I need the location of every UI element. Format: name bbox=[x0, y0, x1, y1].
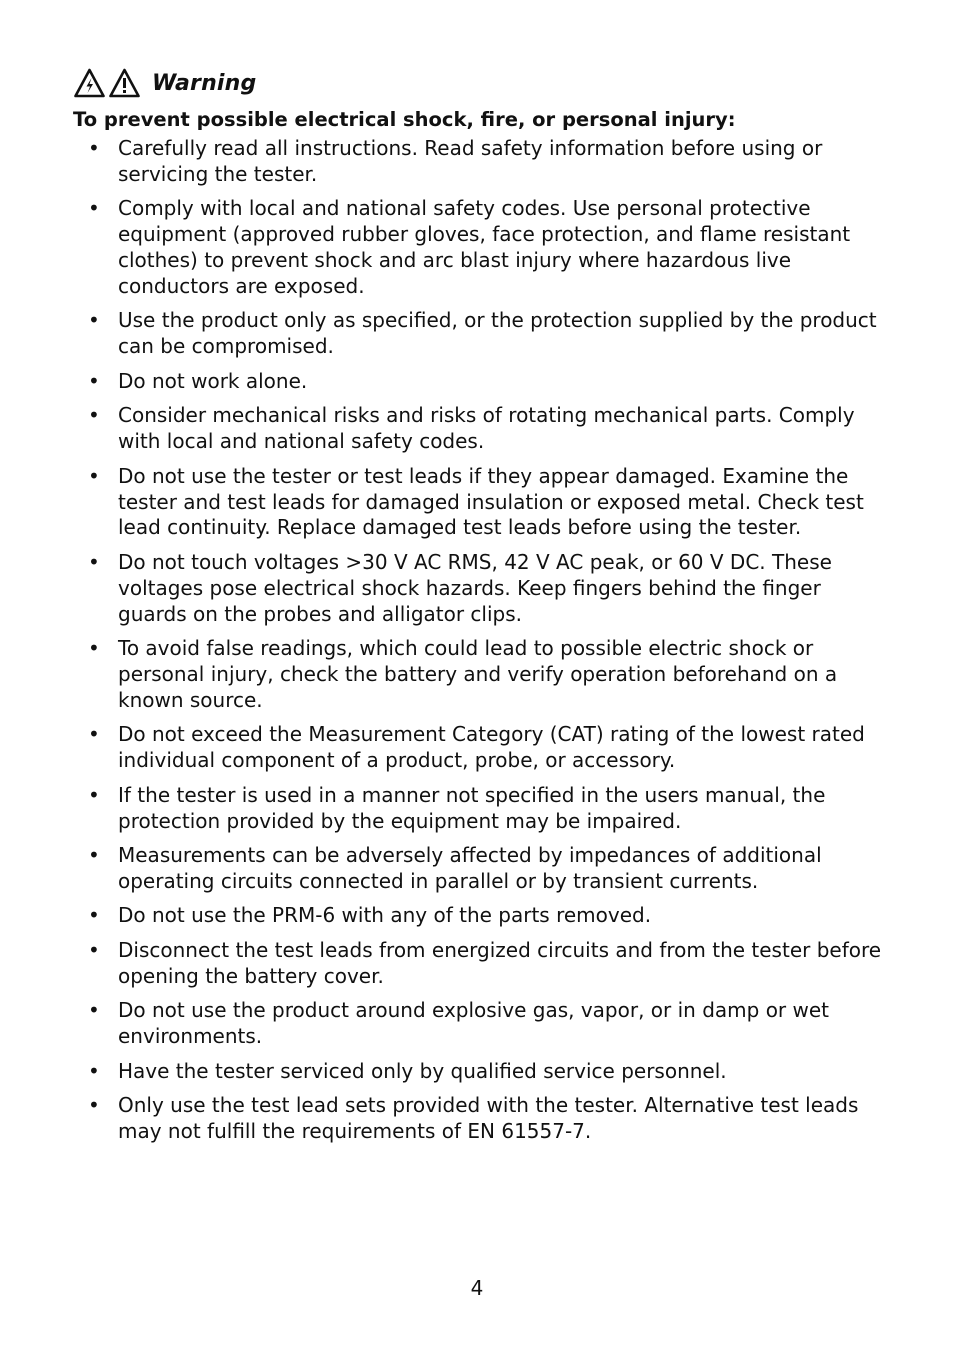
safety-bullet-list bbox=[88, 136, 888, 1154]
list-item bbox=[88, 722, 888, 774]
list-item-text: Do not touch voltages >30 V AC RMS, 42 V AC peak, or 60 V DC. These voltages pose electrical shock hazards. Keep fingers behind the finger guards on the probes and alligator clips. bbox=[118, 549, 832, 626]
bullet-icon: • bbox=[88, 903, 100, 928]
warning-header bbox=[74, 66, 256, 100]
page-number: 4 bbox=[470, 1276, 484, 1300]
list-item bbox=[88, 550, 888, 627]
list-item-text: Do not use the PRM-6 with any of the parts removed. bbox=[118, 903, 652, 928]
bullet-icon: • bbox=[88, 636, 100, 661]
list-item-text: Do not exceed the Measurement Category (CAT) rating of the lowest rated individual component of a product, probe, or accessory. bbox=[118, 722, 865, 773]
list-item bbox=[88, 136, 888, 188]
list-item-text: Comply with local and national safety codes. Use personal protective equipment (approved rubber gloves, face protection, and flame resistant clothes) to prevent shock and arc blast injury where hazardous live conductors are exposed. bbox=[118, 196, 851, 298]
bullet-icon: • bbox=[88, 196, 100, 221]
bullet-icon: • bbox=[88, 938, 100, 963]
list-item-text: Have the tester serviced only by qualified service personnel. bbox=[118, 1058, 727, 1083]
bullet-icon: • bbox=[88, 843, 100, 868]
list-item-text: Do not use the product around explosive gas, vapor, or in damp or wet environments. bbox=[118, 998, 830, 1049]
list-item bbox=[88, 308, 888, 360]
bullet-icon: • bbox=[88, 403, 100, 428]
bullet-icon: • bbox=[88, 1093, 100, 1118]
list-item-text: Do not use the tester or test leads if they appear damaged. Examine the tester and test leads for damaged insulation or exposed metal. Check test lead continuity. Replace damaged test leads before using the tester. bbox=[118, 463, 864, 540]
list-item bbox=[88, 938, 888, 990]
list-item-text: If the tester is used in a manner not specified in the users manual, the protection provided by the equipment may be impaired. bbox=[118, 782, 826, 833]
list-item bbox=[88, 1059, 888, 1085]
list-item-text: Carefully read all instructions. Read safety information before using or servicing the tester. bbox=[118, 136, 823, 186]
bullet-icon: • bbox=[88, 998, 100, 1023]
bullet-icon: • bbox=[88, 136, 100, 160]
list-item bbox=[88, 843, 888, 895]
list-item-text: Only use the test lead sets provided with the tester. Alternative test leads may not fulfill the requirements of EN 61557-7. bbox=[118, 1093, 859, 1144]
bullet-icon: • bbox=[88, 782, 100, 807]
bullet-icon: • bbox=[88, 722, 100, 747]
bullet-icon: • bbox=[88, 1058, 100, 1083]
list-item bbox=[88, 998, 888, 1050]
list-item bbox=[88, 783, 888, 835]
list-item bbox=[88, 464, 888, 541]
list-item bbox=[88, 196, 888, 299]
warning-intro: To prevent possible electrical shock, fire, or personal injury: bbox=[73, 108, 736, 131]
electrical-hazard-icon bbox=[74, 68, 105, 98]
bullet-icon: • bbox=[88, 549, 100, 574]
list-item-text: Do not work alone. bbox=[118, 368, 308, 393]
list-item bbox=[88, 403, 888, 455]
caution-icon bbox=[109, 68, 140, 98]
list-item bbox=[88, 903, 888, 929]
list-item bbox=[88, 636, 888, 713]
bullet-icon: • bbox=[88, 463, 100, 488]
warning-title: Warning bbox=[152, 70, 257, 96]
list-item-text: Disconnect the test leads from energized circuits and from the tester before opening the battery cover. bbox=[118, 938, 882, 988]
list-item-text: Use the product only as specified, or the protection supplied by the product can be compromised. bbox=[118, 308, 877, 359]
bullet-icon: • bbox=[88, 308, 100, 333]
list-item bbox=[88, 1093, 888, 1145]
list-item-text: Consider mechanical risks and risks of rotating mechanical parts. Comply with local and national safety codes. bbox=[118, 403, 855, 454]
bullet-icon: • bbox=[88, 368, 100, 393]
list-item-text: To avoid false readings, which could lead to possible electric shock or personal injury, check the battery and verify operation beforehand on a known source. bbox=[118, 636, 838, 712]
list-item-text: Measurements can be adversely affected by impedances of additional operating circuits connected in parallel or by transient currents. bbox=[118, 843, 822, 893]
list-item bbox=[88, 369, 888, 395]
